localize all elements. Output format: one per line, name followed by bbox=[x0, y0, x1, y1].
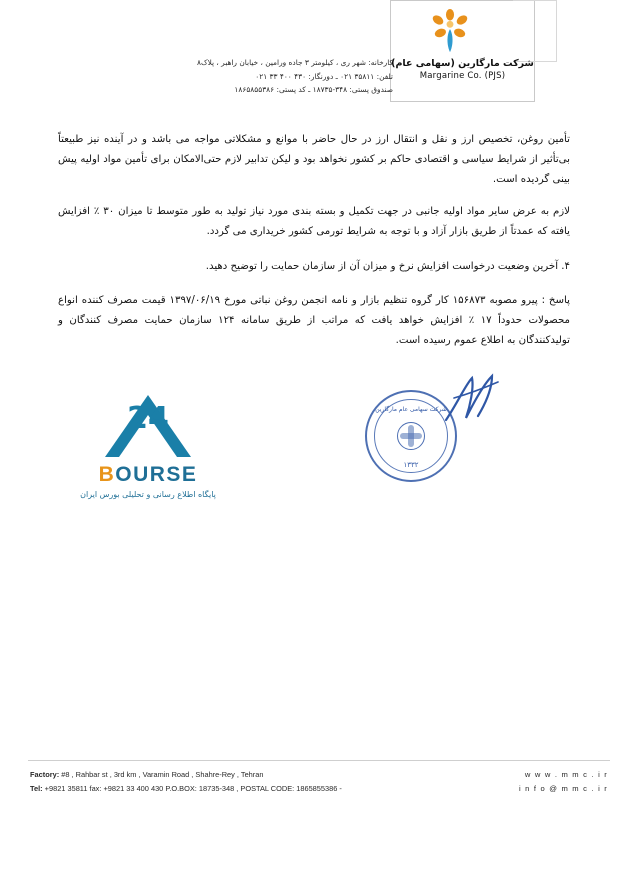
stamp-text-top: شرکت سهامی عام مارگارین bbox=[375, 406, 447, 413]
bourse-number: 24 bbox=[127, 401, 169, 436]
question-item: ۴. آخرین وضعیت درخواست افزایش نرخ و میزان آن از سازمان حمایت را توضیح دهید. bbox=[205, 261, 570, 273]
bourse-wordmark bbox=[78, 463, 218, 487]
signature-mark bbox=[440, 372, 510, 432]
footer-contact-block bbox=[30, 768, 342, 796]
bourse-caption: پایگاه اطلاع رسانی و تحلیلی بورس ایران bbox=[80, 490, 216, 499]
answer-text: پاسخ : پیرو مصوبه ۱۵۶۸۷۳ کار گروه تنظیم بازار و نامه انجمن روغن نباتی مورخ ۱۳۹۷/۰۶/۱۹ قیمت مصرف کننده انواع محصولات حدوداً ۱۷ ٪ افزایش خواهد یافت که مراتب از طریق سامانه ۱۲۴ سازمان حمایت مصرف کنندگان و تولیدکنندگان به اطلاع عموم رسیده است. bbox=[58, 295, 570, 347]
bourse-wordmark-rest: OURSE bbox=[115, 463, 198, 486]
address-line-3: صندوق پستی: ۳۴۸-۱۸۷۳۵ ـ کد پستی: ۱۸۶۵۸۵۵۳۸۶ bbox=[234, 85, 393, 95]
company-name-block bbox=[390, 58, 535, 82]
footer-web-block bbox=[519, 768, 608, 797]
flower-logo-icon bbox=[427, 8, 473, 54]
footer-tel-line bbox=[30, 782, 342, 796]
bourse-logo bbox=[78, 395, 218, 499]
stamp-text-bottom: ۱۳۳۲ bbox=[403, 461, 419, 469]
letterhead-border-box-secondary bbox=[513, 0, 557, 62]
footer-tel-value: +9821 35811 fax: +9821 33 400 430 P.O.BOX: 18735-348 , POSTAL CODE: 1865855386 - bbox=[44, 784, 342, 794]
footer bbox=[0, 760, 638, 818]
footer-tel-label: Tel: bbox=[30, 784, 43, 794]
document-body bbox=[58, 130, 570, 363]
footer-factory-label: Factory: bbox=[30, 770, 60, 779]
paragraph-2: لازم به عرض سایر مواد اولیه جانبی در جهت تکمیل و بسته بندی مورد نیاز تولید به طور متوسط تا میزان ۳۰ ٪ افزایش یافته که عمدتاً از طریق بازار آزاد و با توجه به شرایط تورمی کشور خریداری می گردد. bbox=[58, 205, 570, 237]
bourse-wordmark-first: B bbox=[98, 463, 116, 486]
footer-email[interactable]: i n f o @ m m c . i r bbox=[518, 784, 608, 794]
company-name-en: Margarine Co. (PJS) bbox=[419, 70, 506, 81]
address-line-1: کارخانه: شهر ری ، کیلومتر ۳ جاده ورامین ، خیابان راهبر ، پلاک۸ bbox=[197, 58, 393, 67]
footer-website[interactable]: w w w . m m c . i r bbox=[524, 770, 608, 779]
address-line-2: تلفن: ۳۵۸۱۱ ۰۲۱ ـ دورنگار: ۴۳۰ ۴۰۰ ۳۳ ۰۲۱ bbox=[255, 71, 393, 81]
paragraph-1: تأمین روغن، تخصیص ارز و نقل و انتقال ارز در حال حاضر با موانع و مشکلاتی مواجه می باشد و در آینده نیز طبیعتاً بی‌تأثیر از شرایط سیاسی و اقتصادی حاکم بر کشور نخواهد بود و لیکن تدابیر لازم حتی‌الامکان برای تأمین مواد اولیه پیش بینی گردیده است. bbox=[58, 134, 570, 185]
footer-factory-value: #8 , Rahbar st , 3rd km , Varamin Road , Shahre-Rey , Tehran bbox=[61, 770, 264, 779]
footer-factory-line bbox=[30, 768, 342, 782]
letterhead bbox=[0, 0, 638, 120]
bourse-triangle-icon bbox=[105, 395, 191, 461]
address-block bbox=[103, 56, 393, 97]
stamp-flower-icon bbox=[397, 422, 425, 450]
company-name-fa: شرکت مارگارین (سهامی عام) bbox=[391, 58, 534, 69]
footer-divider bbox=[28, 760, 610, 761]
